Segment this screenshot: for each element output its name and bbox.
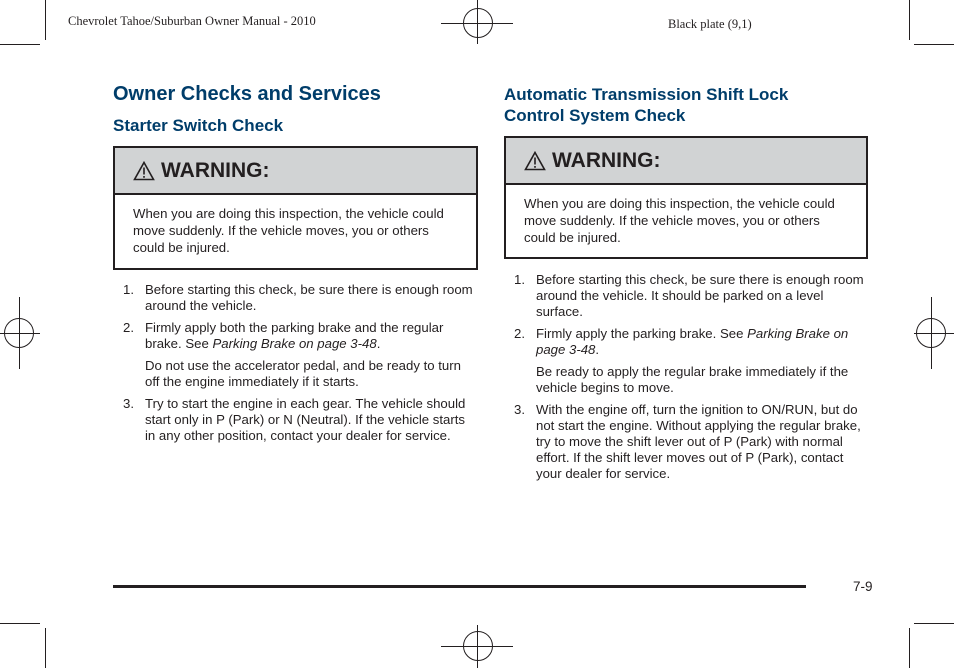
- step-note: Do not use the accelerator pedal, and be ready to turn off the engine immediately if it starts.: [145, 358, 461, 389]
- warning-triangle-icon: [133, 161, 155, 181]
- warning-text: When you are doing this inspection, the vehicle could move suddenly. If the vehicle moves, you or others could be injured.: [133, 206, 444, 255]
- crop-mark: [45, 628, 46, 668]
- crop-mark: [45, 0, 46, 40]
- crop-mark: [909, 628, 910, 668]
- warning-label: WARNING:: [161, 158, 270, 182]
- section-title: Automatic Transmission Shift Lock Control System Check: [504, 85, 789, 125]
- list-item: 2. Firmly apply both the parking brake and the regular brake. See Parking Brake on page 3‑48. Do not use the accelerator pedal, and be ready to turn off the engine immediately if it starts.: [113, 320, 478, 390]
- crop-mark: [914, 623, 954, 624]
- cross-reference[interactable]: Parking Brake on page 3‑48: [536, 326, 849, 357]
- warning-box: [504, 136, 868, 259]
- step-list: [504, 272, 868, 488]
- plate-label: Black plate (9,1): [668, 17, 752, 31]
- manual-title: Chevrolet Tahoe/Suburban Owner Manual - 2010: [68, 14, 316, 28]
- list-item: 2. Firmly apply the parking brake. See Parking Brake on page 3‑48. Be ready to apply the regular brake immediately if the vehicle begins to move.: [504, 326, 868, 396]
- footer-rule: [113, 585, 806, 588]
- step-list: [113, 282, 478, 450]
- subsection-title: Starter Switch Check: [113, 116, 284, 135]
- step-note: Be ready to apply the regular brake immediately if the vehicle begins to move.: [536, 364, 849, 395]
- crop-mark: [914, 44, 954, 45]
- list-item: 1. Before starting this check, be sure there is enough room around the vehicle.: [123, 282, 473, 313]
- warning-header: [115, 148, 476, 195]
- warning-text: When you are doing this inspection, the vehicle could move suddenly. If the vehicle moves, you or others could be injured.: [524, 196, 835, 245]
- list-item: 3. Try to start the engine in each gear. The vehicle should start only in P (Park) or N (Neutral). If the vehicle starts in any other position, contact your dealer for service.: [123, 396, 466, 443]
- crop-mark: [909, 0, 910, 40]
- crop-mark: [0, 44, 40, 45]
- warning-header: [506, 138, 866, 185]
- cross-reference[interactable]: Parking Brake on page 3‑48: [212, 336, 377, 351]
- page-number: 7-9: [853, 579, 873, 594]
- crop-mark: [0, 623, 40, 624]
- list-item: 3. With the engine off, turn the ignition to ON/RUN, but do not start the engine. Without applying the regular brake, try to move the shift lever out of P (Park) with normal effort. If the shift lever moves out of P (Park), contact your dealer for service.: [514, 402, 861, 481]
- warning-box: [113, 146, 478, 270]
- warning-label: WARNING:: [552, 148, 661, 172]
- warning-triangle-icon: [524, 151, 546, 171]
- section-title: Owner Checks and Services: [113, 83, 381, 105]
- list-item: 1. Before starting this check, be sure there is enough room around the vehicle. It should be parked on a level surface.: [514, 272, 864, 319]
